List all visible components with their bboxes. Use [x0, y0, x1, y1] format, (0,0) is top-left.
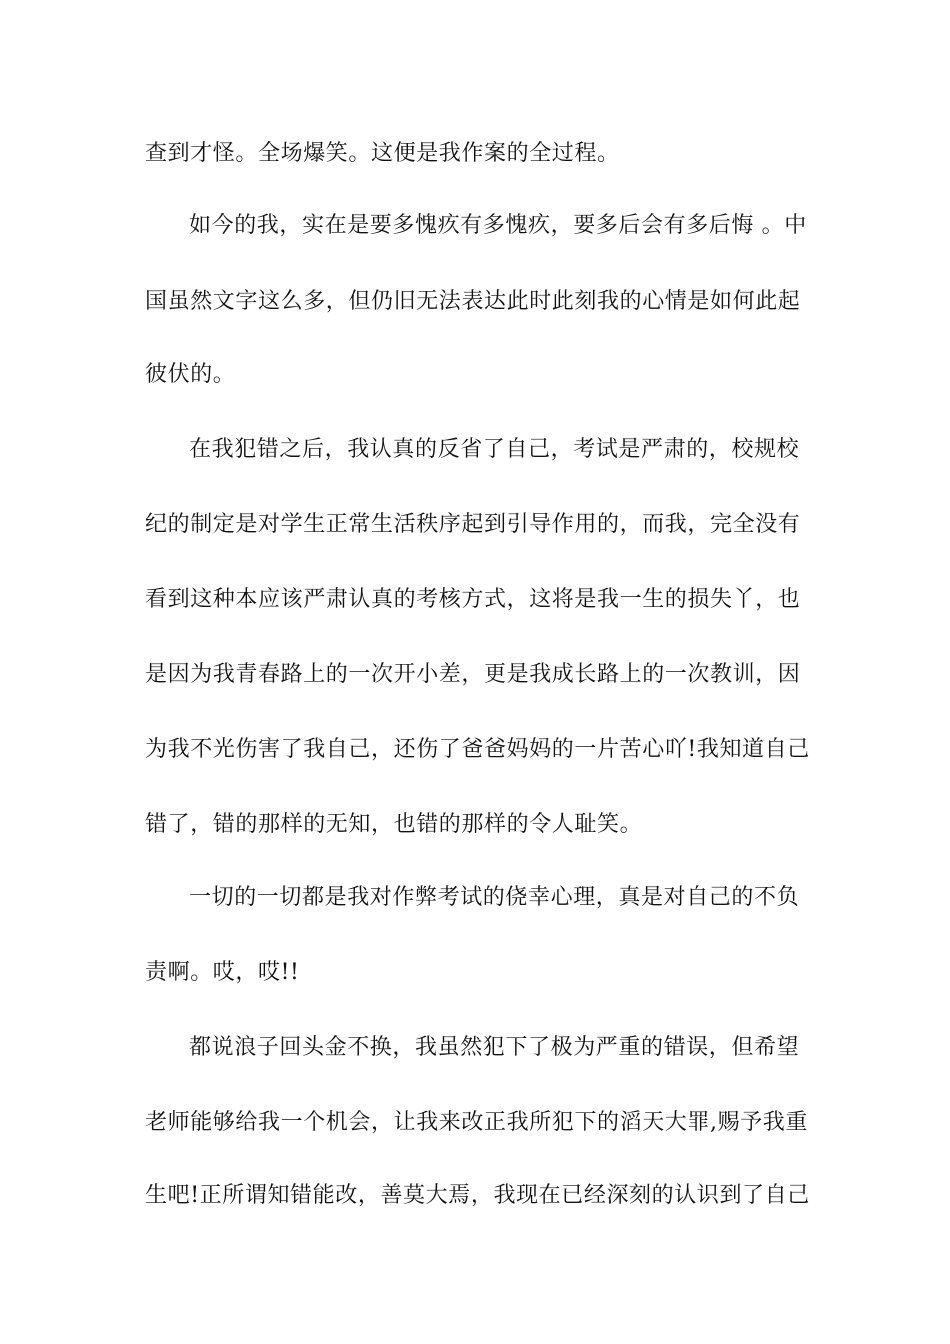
- text-line-7: 看到这种本应该严肃认真的考核方式，这将是我一生的损失丫，也: [145, 587, 801, 612]
- text-line-8: 是因为我青春路上的一次开小差，更是我成长路上的一次教训，因: [145, 662, 801, 687]
- text-line-10: 错了，错的那样的无知，也错的那样的令人耻笑。: [145, 812, 643, 837]
- text-line-1: 查到才怪。全场爆笑。这便是我作案的全过程。: [145, 141, 620, 166]
- paragraph-start-line: 如今的我，实在是要多愧疚有多愧疚，要多后会有多后悔 。中: [189, 213, 807, 238]
- text-line-14: 老师能够给我一个机会，让我来改正我所犯下的滔天大罪,赐予我重: [145, 1110, 808, 1135]
- text-line-12: 责啊。哎，哎!!: [145, 960, 300, 985]
- text-line-4: 彼伏的。: [145, 362, 236, 387]
- paragraph-start-line: 一切的一切都是我对作弊考试的侥幸心理，真是对自己的不负: [189, 885, 800, 910]
- text-line-3: 国虽然文字这么多，但仍旧无法表达此时此刻我的心情是如何此起: [145, 289, 801, 314]
- paragraph-start-line: 都说浪子回头金不换，我虽然犯下了极为严重的错误，但希望: [189, 1035, 800, 1060]
- paragraph-start-line: 在我犯错之后，我认真的反省了自己，考试是严肃的，校规校: [189, 437, 800, 462]
- text-line-6: 纪的制定是对学生正常生活秩序起到引导作用的，而我，完全没有: [145, 512, 801, 537]
- text-line-9: 为我不光伤害了我自己，还伤了爸爸妈妈的一片苦心吖!我知道自己: [145, 737, 810, 762]
- text-line-15: 生吧!正所谓知错能改，善莫大焉，我现在已经深刻的认识到了自己: [145, 1183, 810, 1208]
